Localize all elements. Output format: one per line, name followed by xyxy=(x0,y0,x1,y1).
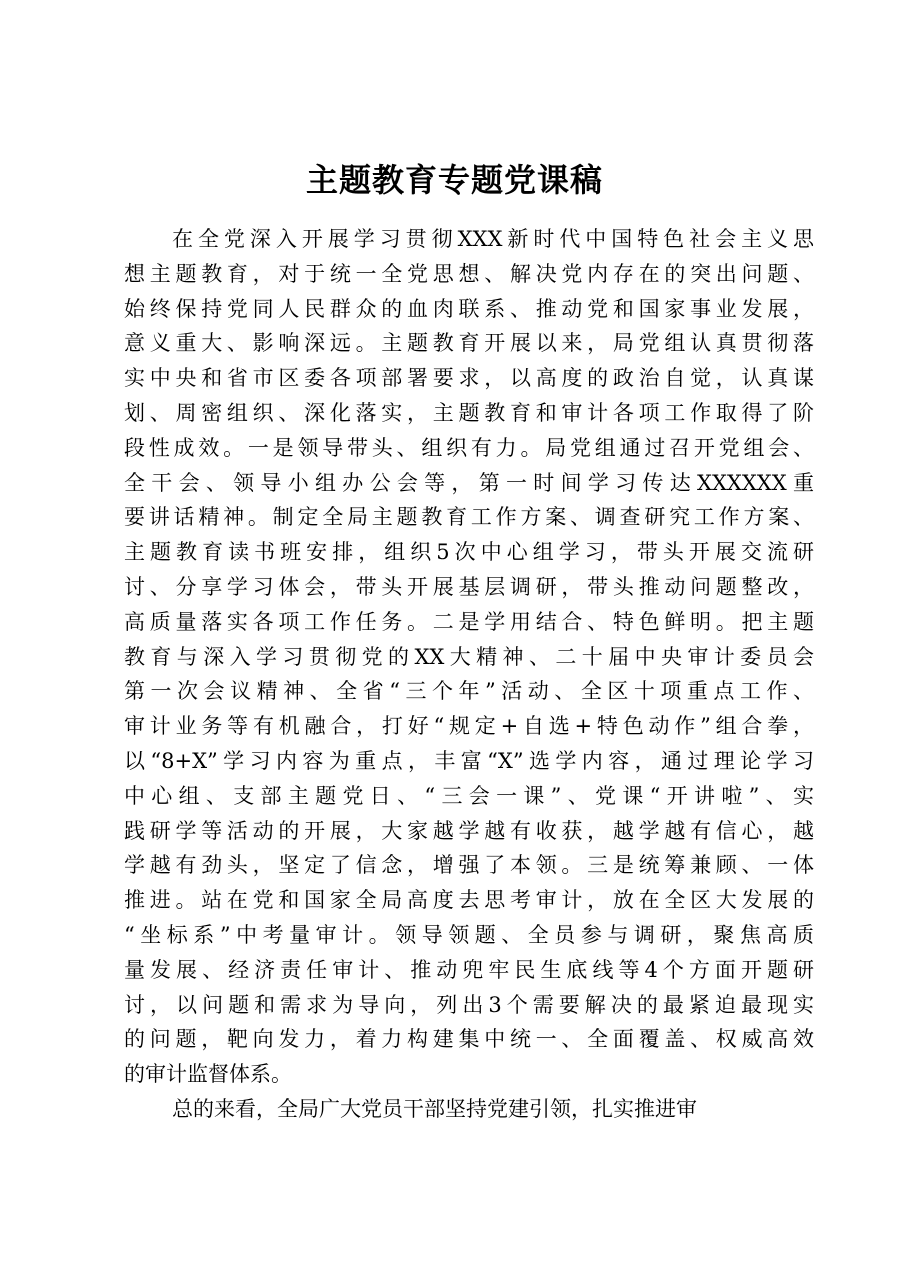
paragraph-line: 推进。站在党和国家全局高度去思考审计，放在全区大发展的 xyxy=(124,888,814,913)
document-body xyxy=(124,222,814,1127)
paragraph-line: 始终保持党同人民群众的血肉联系、推动党和国家事业发展， xyxy=(124,296,814,321)
paragraph-line: 讨、分享学习体会，带头开展基层调研，带头推动问题整改， xyxy=(124,574,814,599)
paragraph xyxy=(124,222,814,1092)
paragraph-line: 第一次会议精神、全省“三个年”活动、全区十项重点工作、 xyxy=(124,679,814,704)
paragraph-line: 审计业务等有机融合，打好“规定+自选+特色动作”组合拳， xyxy=(124,714,814,739)
paragraph-line: 践研学等活动的开展，大家越学越有收获，越学越有信心，越 xyxy=(124,818,814,843)
paragraph-line: 以“8+X”学习内容为重点，丰富“X”选学内容，通过理论学习 xyxy=(124,748,814,773)
paragraph-line: 段性成效。一是领导带头、组织有力。局党组通过召开党组会、 xyxy=(124,435,814,460)
paragraph-line: 学越有劲头，坚定了信念，增强了本领。三是统筹兼顾、一体 xyxy=(124,853,814,878)
paragraph-line: 的问题，靶向发力，着力构建集中统一、全面覆盖、权威高效 xyxy=(124,1027,814,1052)
paragraph-line: 意义重大、影响深远。主题教育开展以来，局党组认真贯彻落 xyxy=(124,331,814,356)
document-title: 主题教育专题党课稿 xyxy=(305,161,603,199)
paragraph-line: 要讲话精神。制定全局主题教育工作方案、调查研究工作方案、 xyxy=(124,505,814,530)
paragraph-line: 实中央和省市区委各项部署要求，以高度的政治自觉，认真谋 xyxy=(124,366,814,391)
paragraph-line: 讨，以问题和需求为导向，列出3个需要解决的最紧迫最现实 xyxy=(124,992,814,1017)
paragraph-line: 的审计监督体系。 xyxy=(124,1062,292,1087)
paragraph-line: 教育与深入学习贯彻党的XX大精神、二十届中央审计委员会 xyxy=(124,644,814,669)
paragraph-line: 划、周密组织、深化落实，主题教育和审计各项工作取得了阶 xyxy=(124,400,814,425)
paragraph-line: 在全党深入开展学习贯彻XXX新时代中国特色社会主义思 xyxy=(172,227,814,251)
paragraph-line: 量发展、经济责任审计、推动兜牢民生底线等4个方面开题研 xyxy=(124,957,814,982)
paragraph-line: 主题教育读书班安排，组织5次中心组学习，带头开展交流研 xyxy=(124,540,814,565)
paragraph-line: 高质量落实各项工作任务。二是学用结合、特色鲜明。把主题 xyxy=(124,609,814,634)
paragraph-line: 全干会、领导小组办公会等，第一时间学习传达XXXXXX重 xyxy=(124,470,814,495)
paragraph xyxy=(124,1092,814,1127)
paragraph-line: 想主题教育，对于统一全党思想、解决党内存在的突出问题、 xyxy=(124,261,814,286)
paragraph-line: 中心组、支部主题党日、“三会一课”、党课“开讲啦”、实 xyxy=(124,783,814,808)
paragraph-line: 总的来看，全局广大党员干部坚持党建引领，扎实推进审 xyxy=(172,1096,697,1121)
paragraph-line: “坐标系”中考量审计。领导领题、全员参与调研，聚焦高质 xyxy=(124,922,814,947)
